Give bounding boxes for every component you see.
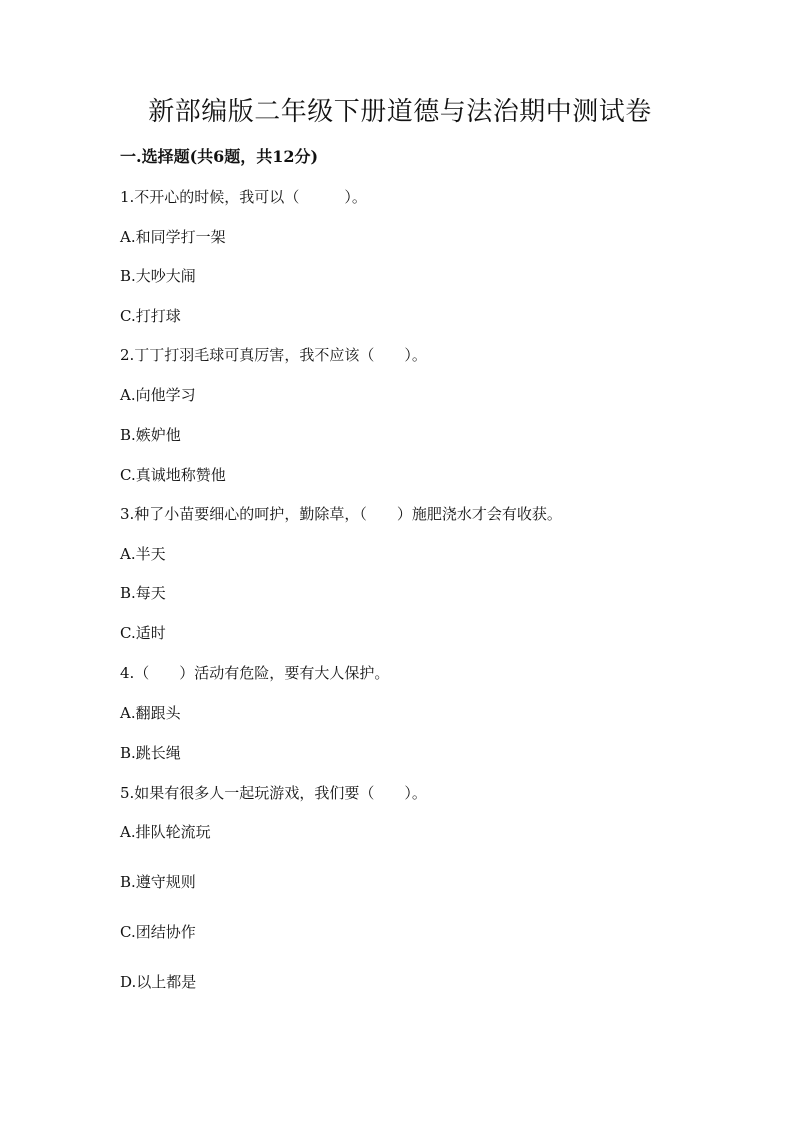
question-1-option-b: B.大吵大闹 (120, 267, 196, 285)
question-2-stem: 2.丁丁打羽毛球可真厉害，我不应该（ ）。 (120, 346, 427, 364)
question-1-option-c: C.打打球 (120, 307, 181, 325)
question-5-stem: 5.如果有很多人一起玩游戏，我们要（ ）。 (120, 784, 427, 802)
question-2-option-b: B.嫉妒他 (120, 426, 181, 444)
question-3-stem: 3.种了小苗要细心的呵护，勤除草，（ ）施肥浇水才会有收获。 (120, 505, 562, 523)
question-3-option-b: B.每天 (120, 584, 166, 602)
question-5-option-d: D.以上都是 (120, 973, 197, 991)
question-3-option-a: A.半天 (120, 545, 166, 563)
question-1-option-a: A.和同学打一架 (120, 228, 226, 246)
question-2-option-c: C.真诚地称赞他 (120, 466, 226, 484)
page-title: 新部编版二年级下册道德与法治期中测试卷 (148, 97, 652, 127)
question-4-option-a: A.翻跟头 (120, 704, 181, 722)
question-5-option-c: C.团结协作 (120, 923, 196, 941)
question-2-option-a: A.向他学习 (120, 386, 196, 404)
question-4-option-b: B.跳长绳 (120, 744, 181, 762)
question-1-stem: 1.不开心的时候，我可以（ ）。 (120, 188, 367, 206)
section-heading: 一.选择题(共6题，共12分) (120, 147, 319, 166)
question-5-option-a: A.排队轮流玩 (120, 823, 211, 841)
question-5-option-b: B.遵守规则 (120, 873, 196, 891)
question-4-stem: 4.（ ）活动有危险，要有大人保护。 (120, 664, 390, 682)
question-3-option-c: C.适时 (120, 624, 166, 642)
